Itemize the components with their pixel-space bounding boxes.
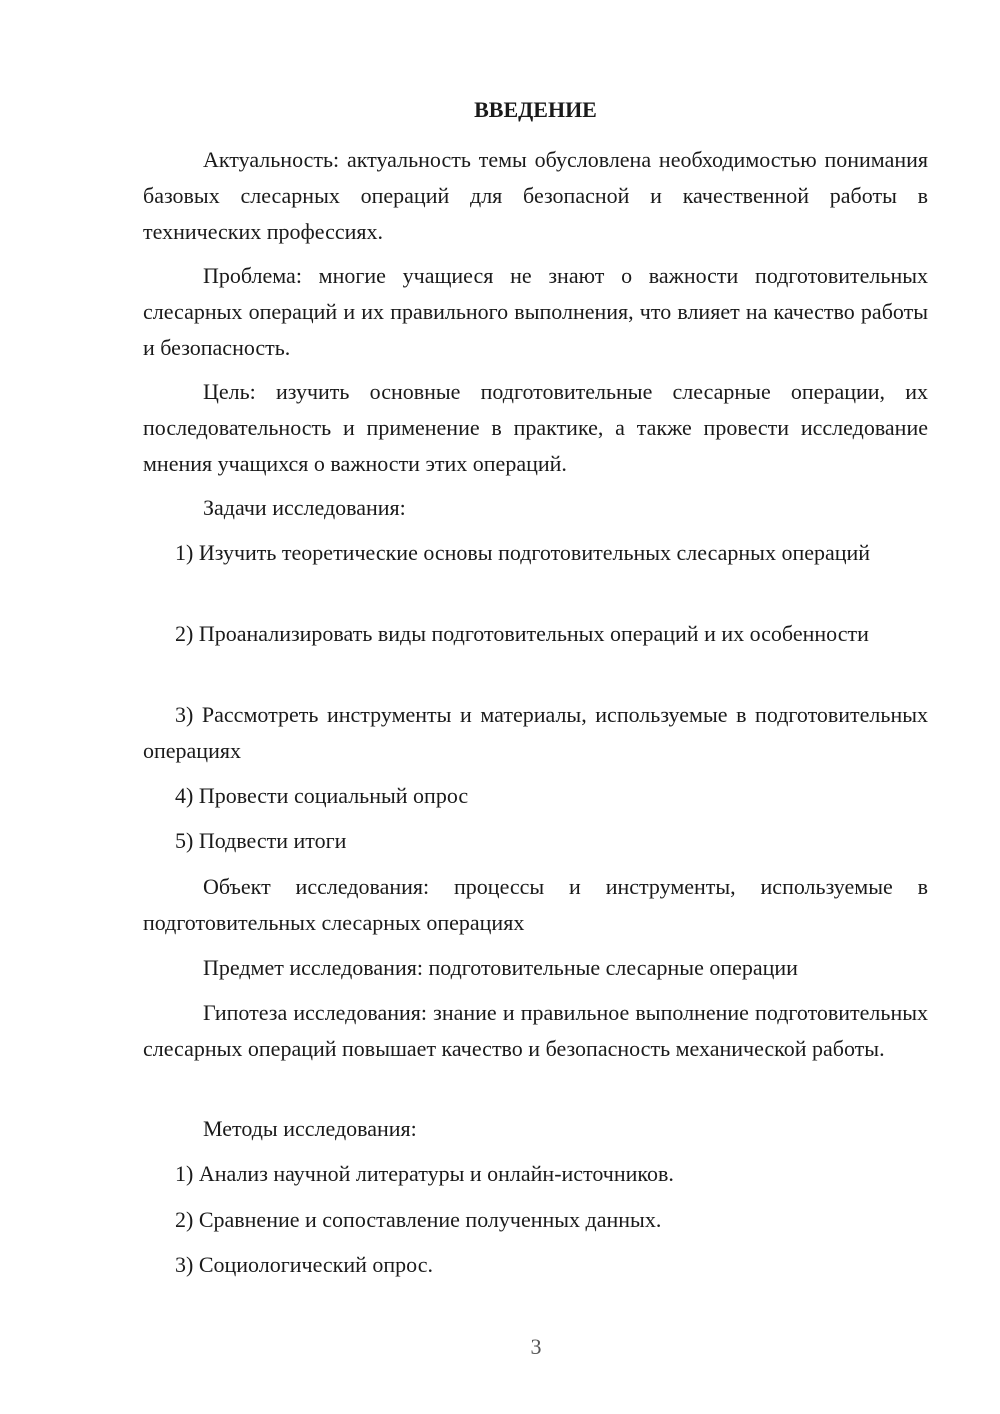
paragraph-problem: Проблема: многие учащиеся не знают о важности подготовительных слесарных операций и их правильного выполнения, что влияет на качество работы и безопасность. [143,263,928,360]
list-item-method-1: 1) Анализ научной литературы и онлайн-источников. [175,1161,674,1186]
list-item-method-2: 2) Сравнение и сопоставление полученных данных. [175,1207,662,1232]
list-item-task-4: 4) Провести социальный опрос [175,783,469,808]
list-item-method-3: 3) Социологический опрос. [175,1252,433,1277]
list-item-task-5: 5) Подвести итоги [175,828,347,853]
list-item-task-1: 1) Изучить теоретические основы подготовительных слесарных операций [175,540,871,565]
paragraph-object: Объект исследования: процессы и инструменты, используемые в подготовительных слесарных операциях [143,874,928,935]
paragraph-goal: Цель: изучить основные подготовительные слесарные операции, их последовательность и применение в практике, а также провести исследование мнения учащихся о важности этих операций. [143,379,928,476]
paragraph-subject: Предмет исследования: подготовительные слесарные операции [203,955,798,980]
paragraph-relevance: Актуальность: актуальность темы обусловлена необходимостью понимания базовых слесарных операций для безопасной и качественной работы в технических профессиях. [143,147,928,244]
page-number: 3 [530,1334,542,1359]
paragraph-methods-heading: Методы исследования: [203,1116,417,1141]
list-item-task-3: 3) Рассмотреть инструменты и материалы, используемые в подготовительных операциях [143,702,928,763]
page-title: ВВЕДЕНИЕ [474,97,597,122]
list-item-task-2: 2) Проанализировать виды подготовительных операций и их особенности [175,621,869,646]
paragraph-hypothesis: Гипотеза исследования: знание и правильное выполнение подготовительных слесарных операций повышает качество и безопасность механической работы. [143,1000,928,1061]
paragraph-tasks-heading: Задачи исследования: [203,495,406,520]
